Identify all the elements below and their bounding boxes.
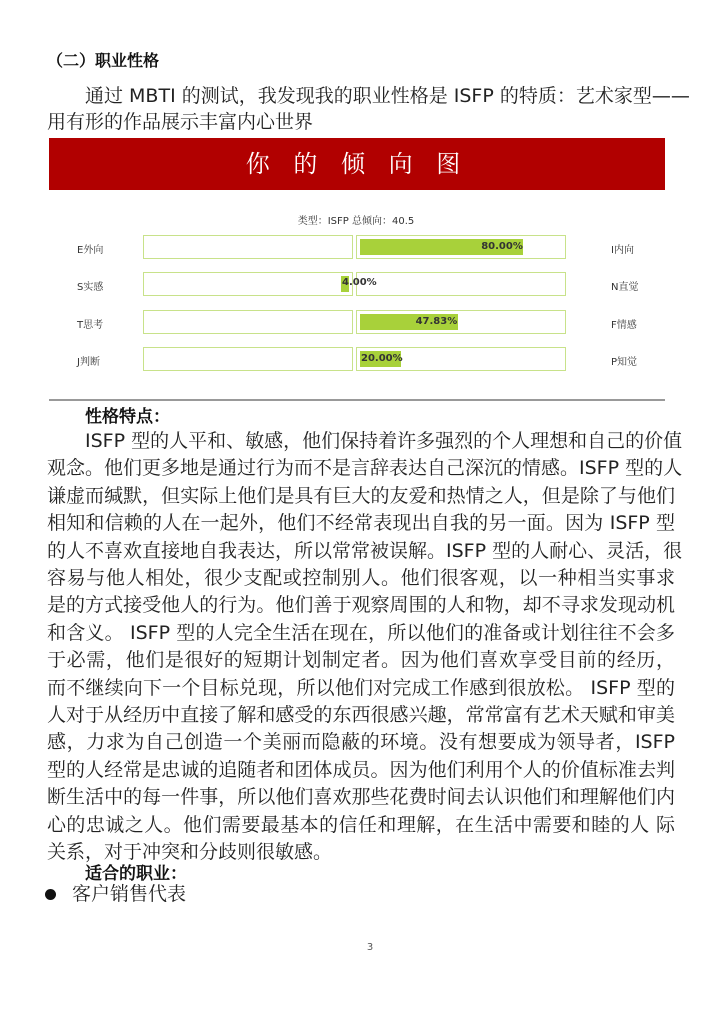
traits-line: 人对于从经历中直接了解和感受的东西很感兴趣，常常富有艺术天赋和审美 [47,704,675,726]
dimension-right-label: P知觉 [611,357,638,368]
left-bar-track [143,310,353,334]
dimension-left-label: S实感 [77,282,104,293]
left-bar-track [143,347,353,371]
traits-line: 容易与他人相处，很少支配或控制别人。他们很客观，以一种相当实事求 [47,567,675,589]
traits-line: 感，力求为自己创造一个美丽而隐蔽的环境。没有想要成为领导者，ISFP [47,731,675,754]
divider [49,399,665,401]
traits-line: 断生活中的每一件事，所以他们喜欢那些花费时间去认识他们和理解他们内 [47,786,675,809]
traits-line: 的人不喜欢直接地自我表达，所以常常被误解。ISFP 型的人耐心、灵活，很 [47,539,683,562]
bar-value-label: 4.00% [342,277,377,288]
bar-value-label: 47.83% [415,316,458,327]
chart-banner-title: 你 的 倾 向 图 [49,138,665,190]
right-bar-track [356,235,566,259]
right-bar-track [356,347,566,371]
careers-heading: 适合的职业： [85,864,187,884]
dimension-right-label: N直觉 [611,282,639,293]
traits-line: ISFP 型的人平和、敏感，他们保持着许多强烈的个人理想和自己的价值 [85,430,683,452]
bar-value-label: 80.00% [481,241,523,252]
dimension-left-label: E外向 [77,245,104,256]
traits-line: 谦虚而缄默，但实际上他们是具有巨大的友爱和热情之人，但是除了与他们 [47,484,675,507]
left-bar-track [143,235,353,259]
intro-line-1: 通过 MBTI 的测试，我发现我的职业性格是 ISFP 的特质：艺术家型—— [85,85,690,107]
traits-line: 和含义。 ISFP 型的人完全生活在现在，所以他们的准备或计划往往不会多 [47,621,675,644]
traits-line: 于必需，他们是很好的短期计划制定者。因为他们喜欢享受目前的经历， [47,649,675,672]
career-item: 客户销售代表 [72,883,187,905]
dimension-left-label: J判断 [77,357,100,368]
traits-line: 型的人经常是忠诚的追随者和团体成员。因为他们利用个人的价值标准去判 [47,758,675,781]
bar-value-label: 20.00% [361,353,403,364]
page-number: 3 [366,942,374,953]
right-bar-track [356,272,566,296]
chart-subtitle: 类型：ISFP 总倾向：40.5 [297,216,415,227]
dimension-right-label: I内向 [611,245,634,256]
dimension-left-label: T思考 [77,320,104,331]
intro-line-2: 用有形的作品展示丰富内心世界 [47,111,314,133]
traits-line: 心的忠诚之人。他们需要最基本的信任和理解，在生活中需要和睦的人 际 [47,813,675,836]
traits-line: 观念。他们更多地是通过行为而不是言辞表达自己深沉的情感。ISFP 型的人 [47,457,683,480]
traits-line: 而不继续向下一个目标兑现，所以他们对完成工作感到很放松。 ISFP 型的 [47,676,675,699]
left-bar-track [143,272,353,296]
bullet-icon [45,889,56,900]
dimension-right-label: F情感 [611,320,637,331]
section-heading: （二）职业性格 [47,51,160,70]
right-bar-track [356,310,566,334]
traits-heading: 性格特点： [85,407,170,427]
traits-line: 是的方式接受他人的行为。他们善于观察周围的人和物，却不寻求发现动机 [47,594,675,617]
traits-line: 关系，对于冲突和分歧则很敏感。 [47,841,333,863]
traits-line: 相知和信赖的人在一起外，他们不经常表现出自我的另一面。因为 ISFP 型 [47,512,675,535]
